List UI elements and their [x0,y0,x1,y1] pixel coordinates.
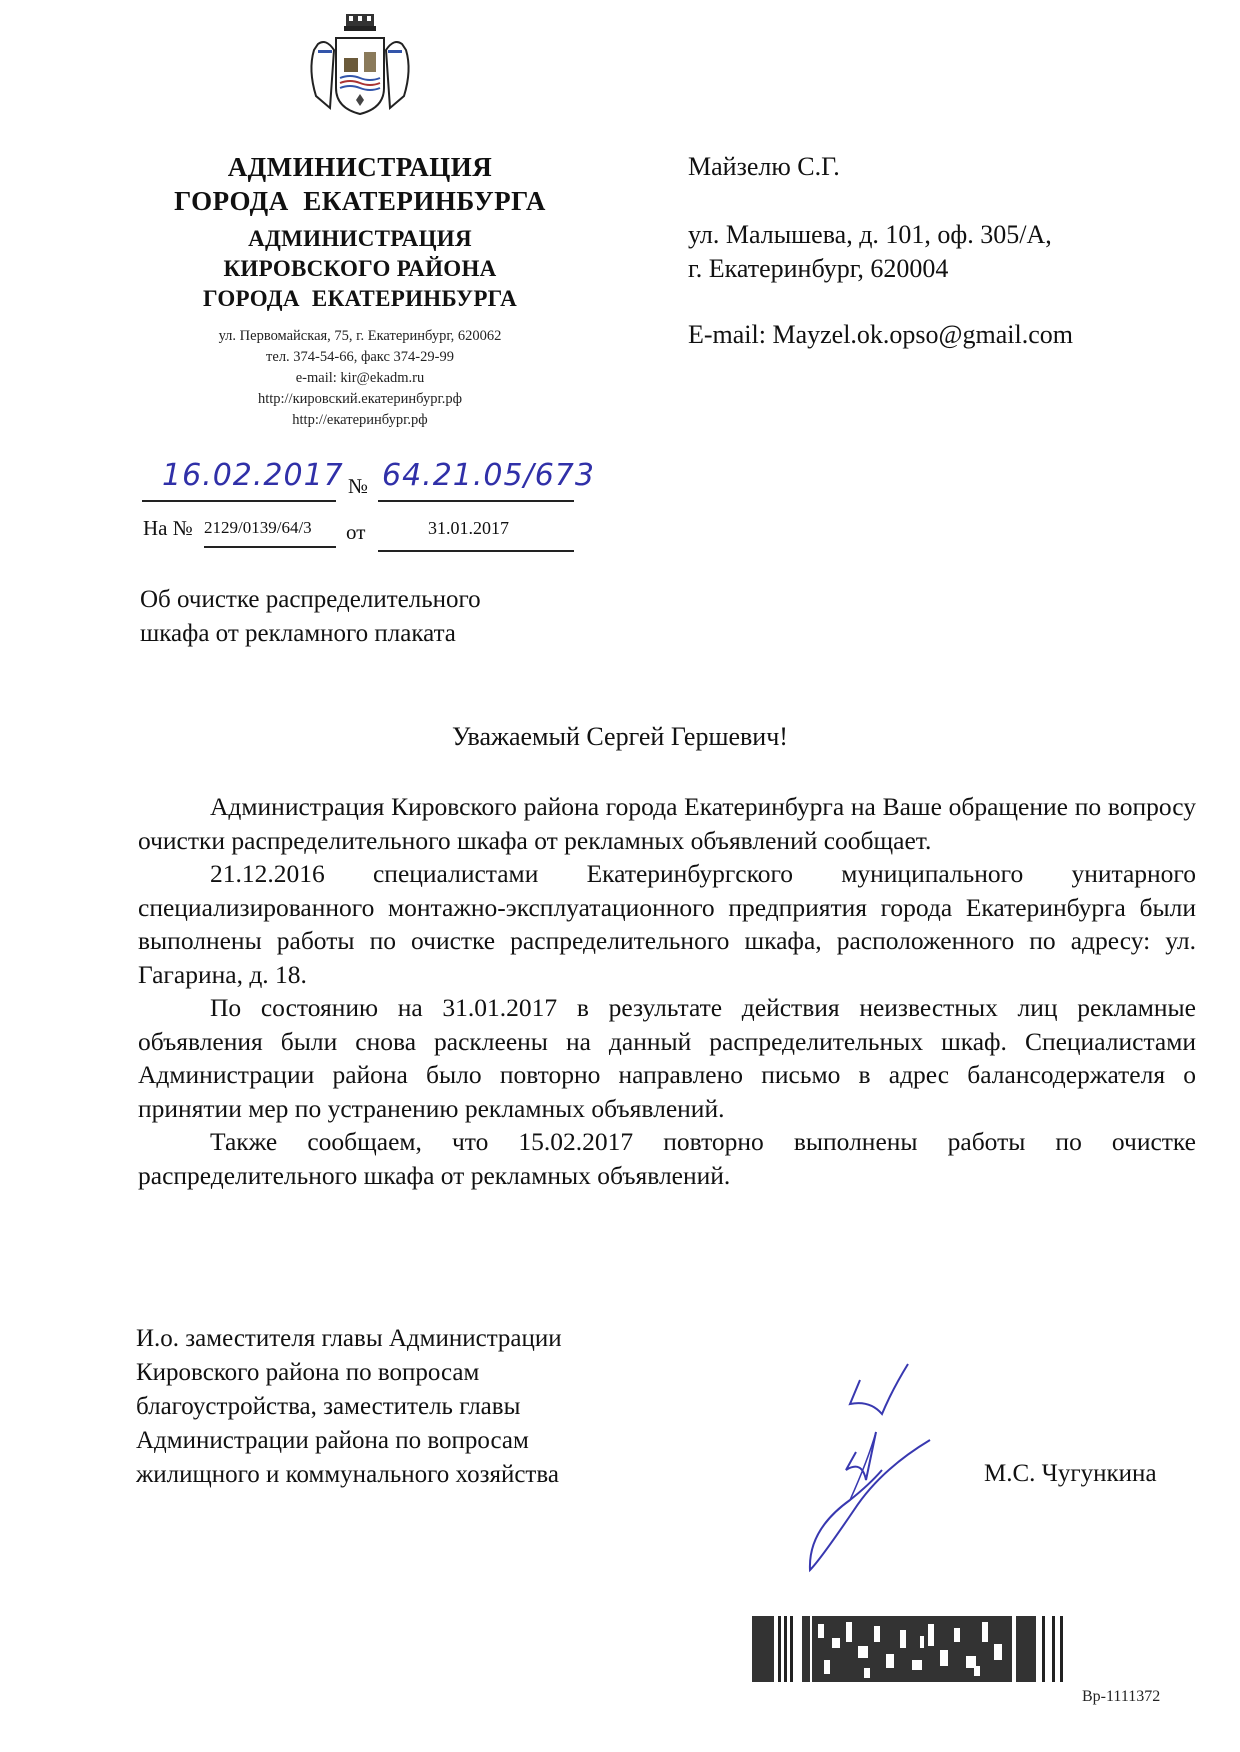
org-district-heading [150,224,570,314]
pdf417-barcode-icon [752,1616,1072,1682]
city-coat-of-arms-icon [300,10,420,118]
org-site-1: http://кировский.екатеринбург.рф [257,391,463,407]
org-email: e-mail: kir@ekadm.ru [295,370,425,386]
body-paragraph: По состоянию на 31.01.2017 в результате действия неизвестных лиц рекламные объявления были снова расклеены на данный распределительных шкаф. Специалистами Администрации района было повторно направлено письмо в адрес балансодержателя о принятии мер по устранению рекламных объявлений. [138,993,1196,1123]
org-contacts [150,326,570,431]
reg-number-handwritten: 64.21.05/673 [382,458,595,493]
recipient-name: Майзелю С.Г. [688,152,840,181]
letter-subject [140,583,481,651]
body-paragraph: Администрация Кировского района города Екатеринбурга на Ваше обращение по вопросу очистки распределительного шкафа от рекламных объявлений сообщает. [138,792,1196,855]
handwritten-signature-icon [790,1360,940,1580]
reply-label: На № [143,516,193,540]
signer-title-line: И.о. заместителя главы Администрации [136,1325,562,1352]
org-city-line2: ГОРОДА ЕКАТЕРИНБУРГА [174,186,546,216]
subject-line2: шкафа от рекламного плаката [140,620,456,647]
body-paragraph: 21.12.2016 специалистами Екатеринбургского муниципального унитарного специализированного монтажно-эксплуатационного предприятия города Екатеринбурга были выполнены работы по очистке распределительного шкафа, расположенного по адресу: ул. Гагарина, д. 18. [138,859,1196,989]
greeting: Уважаемый Сергей Гершевич! [452,722,788,751]
reply-from-label: от [346,520,366,544]
reply-date-line [378,518,574,552]
reply-date: 31.01.2017 [428,518,509,538]
org-address: ул. Первомайская, 75, г. Екатеринбург, 620062 [218,328,502,344]
reply-number-line [204,518,336,548]
reg-date-handwritten: 16.02.2017 [162,458,344,493]
reply-number: 2129/0139/64/3 [204,518,312,537]
org-phone: тел. 374-54-66, факс 374-29-99 [266,349,454,365]
signer-title-line: Администрации района по вопросам [136,1427,529,1454]
recipient-address-line2: г. Екатеринбург, 620004 [688,254,949,283]
org-city-line1: АДМИНИСТРАЦИЯ [227,152,493,182]
org-site-2: http://екатеринбург.рф [292,412,428,428]
reg-date-line [142,458,344,502]
org-district-line3: ГОРОДА ЕКАТЕРИНБУРГА [202,286,518,311]
org-district-line2: КИРОВСКОГО РАЙОНА [223,256,497,281]
recipient-address-line1: ул. Малышева, д. 101, оф. 305/А, [688,220,1052,249]
signer-name: М.С. Чугункина [984,1460,1157,1487]
signer-title [136,1322,562,1492]
letter-body [138,790,1196,1192]
subject-line1: Об очистке распределительного [140,586,481,613]
document-id: Вр-1111372 [1082,1688,1161,1705]
signer-title-line: благоустройства, заместитель главы [136,1393,521,1420]
signer-title-line: жилищного и коммунального хозяйства [136,1461,559,1488]
reg-number-label: № [348,474,369,498]
org-district-line1: АДМИНИСТРАЦИЯ [248,226,472,251]
recipient-email: E-mail: Mayzel.ok.opso@gmail.com [688,320,1073,349]
signer-title-line: Кировского района по вопросам [136,1359,480,1386]
body-paragraph: Также сообщаем, что 15.02.2017 повторно выполнены работы по очистке распределительного шкафа от рекламных объявлений. [138,1127,1196,1190]
reg-number-line [378,458,595,502]
org-city-heading [150,150,570,218]
